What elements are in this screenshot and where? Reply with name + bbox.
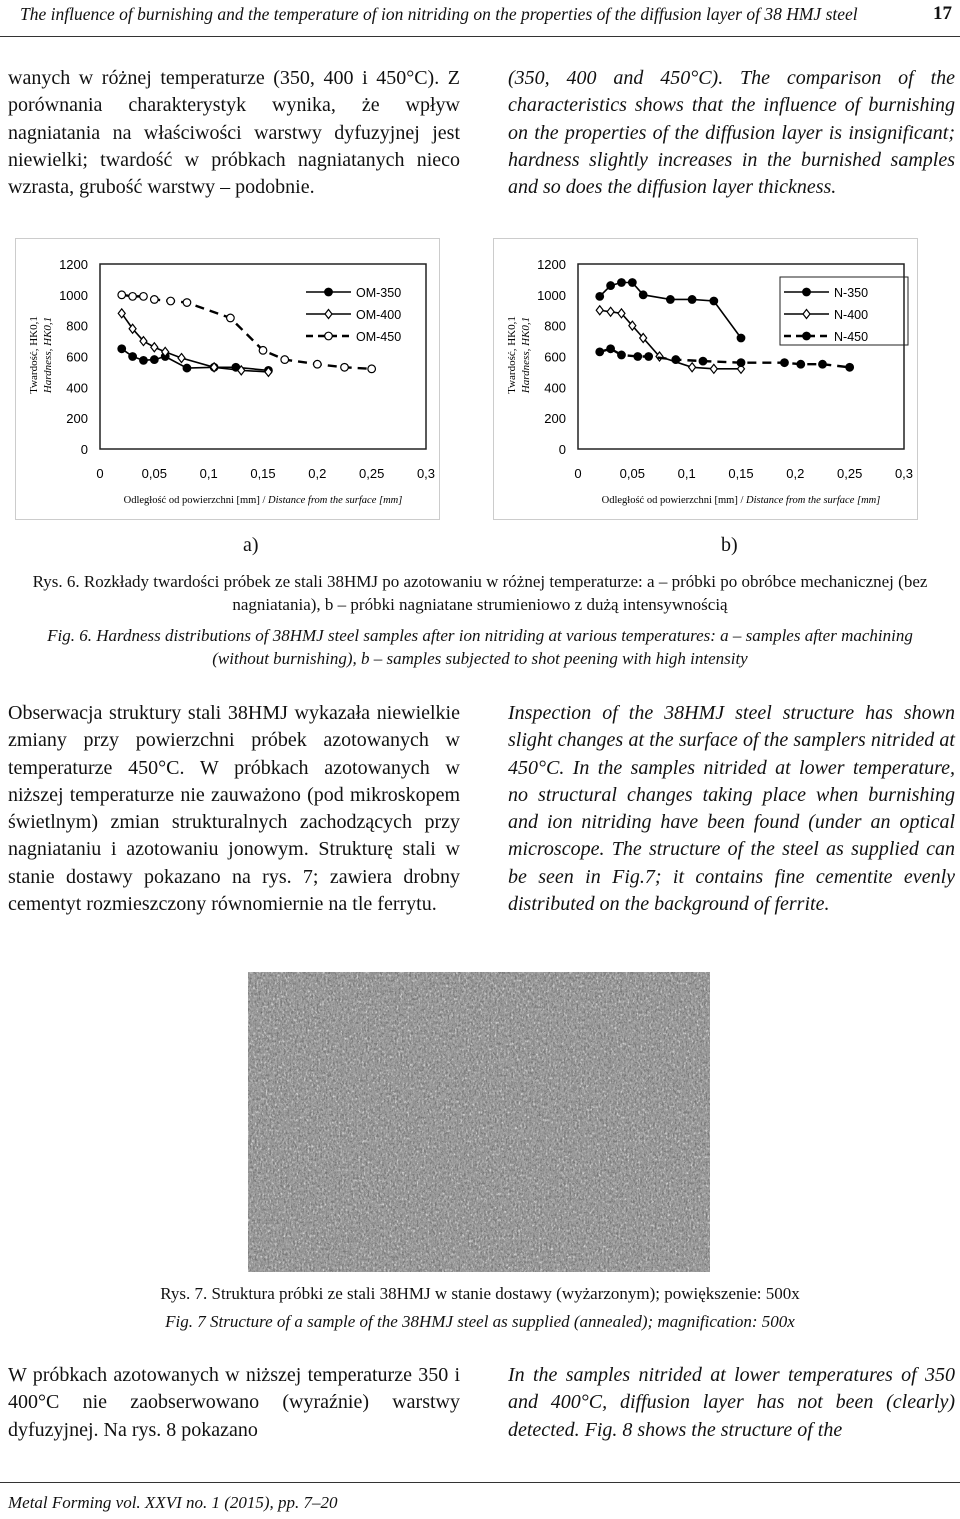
legend-label-N-400: N-400: [834, 308, 869, 322]
data-point-OM-400: [178, 354, 185, 363]
x-tick-label: 0,25: [837, 466, 863, 481]
paragraph-en-2: Inspection of the 38HMJ steel structure has shown slight changes at the surface of the samplers nitrided at 450°C. In the samples nitrided at lower temperature, no structural changes taking place when burnishing and ion nitriding have been found (under an optical microscope. The structure of the steel as supplied can be seen in Fig.7; it contains fine cementite evenly distributed on the background of ferrite.: [508, 702, 955, 916]
data-point-N-450: [607, 345, 615, 353]
y-tick-label: 0: [80, 442, 88, 457]
y-tick-label: 400: [544, 380, 566, 396]
data-point-N-450: [846, 363, 854, 371]
y-axis-label-en: Hardness, HK0,1: [42, 316, 54, 394]
data-point-N-450: [781, 359, 789, 367]
data-point-N-450: [737, 359, 745, 367]
data-point-N-450: [672, 356, 680, 364]
data-point-OM-450: [341, 363, 349, 371]
data-point-N-400: [689, 363, 696, 372]
legend-marker-OM-350: [325, 288, 333, 296]
x-axis-label: Odległość od powierzchni [mm] / Distance from the surface [mm]: [123, 495, 403, 506]
legend-label-N-350: N-350: [834, 286, 869, 300]
data-point-OM-450: [281, 356, 289, 364]
data-point-N-350: [596, 293, 604, 301]
data-point-OM-450: [129, 293, 137, 301]
legend-marker-N-350: [803, 288, 811, 296]
data-point-OM-350: [129, 353, 137, 361]
micrograph-image: [248, 972, 710, 1272]
paragraph-en-1: (350, 400 and 450°C). The comparison of the characteristics shows that the influence of burnishing on the properties of the diffusion layer is insignificant; hardness slightly increases in the burnished samples and so does the diffusion layer thickness.: [508, 67, 955, 199]
chart-a-svg: [16, 239, 441, 521]
data-point-OM-450: [183, 299, 191, 307]
y-tick-label: 400: [66, 380, 88, 396]
y-tick-label: 1200: [59, 257, 88, 272]
header-title: The influence of burnishing and the temperature of ion nitriding on the properties of the diffusion layer of 38 HMJ steel: [20, 4, 858, 24]
y-tick-label: 600: [66, 349, 88, 365]
data-point-N-350: [710, 297, 718, 305]
series-line-N-400: [600, 310, 741, 369]
data-point-OM-450: [118, 291, 126, 299]
caption-fig6-en: Fig. 6. Hardness distributions of 38HMJ steel samples after ion nitriding at various temperatures: a – samples after machining (without burnishing), b – samples subjected to shot peening with high intensity: [47, 626, 913, 668]
y-tick-label: 1000: [59, 287, 88, 303]
y-axis-label: Twardość, HK0,1: [28, 316, 40, 394]
y-tick-label: 1000: [537, 287, 566, 303]
data-point-N-450: [618, 351, 626, 359]
data-point-OM-450: [259, 347, 267, 355]
panel-b-label: b): [721, 534, 738, 556]
data-point-N-350: [629, 279, 637, 287]
data-point-N-450: [645, 353, 653, 361]
x-tick-label: 0: [96, 466, 104, 481]
data-point-OM-350: [151, 356, 159, 364]
data-point-OM-450: [368, 365, 376, 373]
x-tick-label: 0,05: [141, 466, 167, 481]
chart-panel-a: [15, 238, 440, 520]
data-point-N-450: [634, 353, 642, 361]
y-tick-label: 800: [66, 318, 88, 334]
x-axis-label: Odległość od powierzchni [mm] / Distance from the surface [mm]: [601, 495, 881, 506]
panel-a-label: a): [243, 534, 259, 556]
data-point-OM-400: [151, 343, 158, 352]
page-number: 17: [933, 3, 952, 24]
x-tick-label: 0,2: [308, 466, 327, 481]
legend-label-OM-450: OM-450: [356, 330, 402, 344]
running-header: [0, 0, 960, 37]
y-tick-label: 600: [544, 349, 566, 365]
paragraph-pl-2: Obserwacja struktury stali 38HMJ wykazała niewielkie zmiany przy powierzchni próbek azotowanych w temperaturze 450°C. W próbkach azotowanych w niższej temperaturze nie zauważono (pod mikroskopem świetlnym) zmian strukturalnych zachodzących przy nagniataniu i azotowaniu jonowym. Strukturę stali w stanie dostawy pokazano na rys. 7; zawiera drobny cementyt rozmieszczony równomiernie na tle ferrytu.: [8, 702, 460, 916]
data-point-N-400: [607, 307, 614, 316]
footer: [0, 1482, 960, 1512]
x-axis-label-en: Distance from the surface [mm]: [267, 495, 403, 506]
data-point-N-450: [819, 360, 827, 368]
x-tick-label: 0,15: [250, 466, 276, 481]
legend-marker-OM-450: [325, 332, 333, 340]
legend-label-OM-350: OM-350: [356, 286, 402, 300]
paragraph-en-3: In the samples nitrided at lower temperatures of 350 and 400°C, diffusion layer has not been (clearly) detected. Fig. 8 shows the structure of the: [508, 1364, 955, 1441]
data-point-OM-350: [140, 357, 148, 365]
y-tick-label: 1200: [537, 257, 566, 272]
data-point-N-400: [596, 306, 603, 315]
paragraph-pl-3: W próbkach azotowanych w niższej temperaturze 350 i 400°C nie zaobserwowano (wyraźnie) warstwy dyfuzyjnej. Na rys. 8 pokazano: [8, 1364, 460, 1441]
data-point-N-350: [607, 282, 615, 290]
x-tick-label: 0,25: [359, 466, 385, 481]
data-point-OM-350: [183, 364, 191, 372]
legend-label-N-450: N-450: [834, 330, 869, 344]
caption-fig7-pl: Rys. 7. Struktura próbki ze stali 38HMJ w stanie dostawy (wyżarzonym); powiększenie: 500x: [160, 1284, 800, 1303]
x-tick-label: 0,05: [619, 466, 645, 481]
chart-b-svg: [494, 239, 919, 521]
legend-marker-N-400: [803, 310, 810, 319]
data-point-OM-450: [167, 297, 175, 305]
x-tick-label: 0,1: [199, 466, 218, 481]
legend-label-OM-400: OM-400: [356, 308, 402, 322]
data-point-OM-450: [140, 293, 148, 301]
y-tick-label: 200: [66, 411, 88, 427]
data-point-N-350: [639, 291, 647, 299]
data-point-OM-450: [314, 360, 322, 368]
paragraph-pl-1: wanych w różnej temperaturze (350, 400 i 450°C). Z porównania charakterystyk wynika, że wpływ nagniatania na właściwości warstwy dyfuzyjnej jest niewielki; twardość w próbkach nagniatanych nieco wzrasta, grubość warstwy – podobnie.: [8, 67, 460, 199]
data-point-N-350: [618, 279, 626, 287]
y-tick-label: 0: [558, 442, 566, 457]
x-tick-label: 0,3: [894, 466, 914, 481]
x-tick-label: 0,15: [728, 466, 754, 481]
data-point-OM-350: [118, 345, 126, 353]
legend-marker-OM-400: [325, 310, 332, 319]
y-axis-label: Twardość, HK0,1: [506, 316, 518, 394]
data-point-N-350: [688, 296, 696, 304]
data-point-OM-450: [227, 314, 235, 322]
y-tick-label: 200: [544, 411, 566, 427]
y-axis-label-en: Hardness, HK0,1: [520, 316, 532, 394]
data-point-N-450: [596, 348, 604, 356]
x-axis-label-en: Distance from the surface [mm]: [745, 495, 881, 506]
data-point-N-400: [710, 364, 717, 373]
caption-fig7-en: Fig. 7 Structure of a sample of the 38HMJ steel as supplied (annealed); magnification: 500x: [165, 1312, 795, 1331]
legend-marker-N-450: [803, 332, 811, 340]
x-tick-label: 0,2: [786, 466, 805, 481]
x-tick-label: 0,3: [416, 466, 436, 481]
x-tick-label: 0: [574, 466, 582, 481]
y-tick-label: 800: [544, 318, 566, 334]
data-point-N-350: [667, 296, 675, 304]
footer-journal: Metal Forming vol. XXVI no. 1 (2015), pp. 7–20: [8, 1493, 338, 1512]
micrograph-svg: [248, 972, 710, 1272]
chart-panel-b: [493, 238, 918, 520]
data-point-N-450: [699, 357, 707, 365]
caption-fig6-pl: Rys. 6. Rozkłady twardości próbek ze stali 38HMJ po azotowaniu w różnej temperaturze: a – próbki po obróbce mechanicznej (bez nagniatania), b – próbki nagniatane strumieniowo z dużą intensywnością: [32, 572, 928, 614]
data-point-N-350: [737, 334, 745, 342]
data-point-OM-450: [151, 296, 159, 304]
data-point-N-450: [797, 360, 805, 368]
x-tick-label: 0,1: [677, 466, 696, 481]
